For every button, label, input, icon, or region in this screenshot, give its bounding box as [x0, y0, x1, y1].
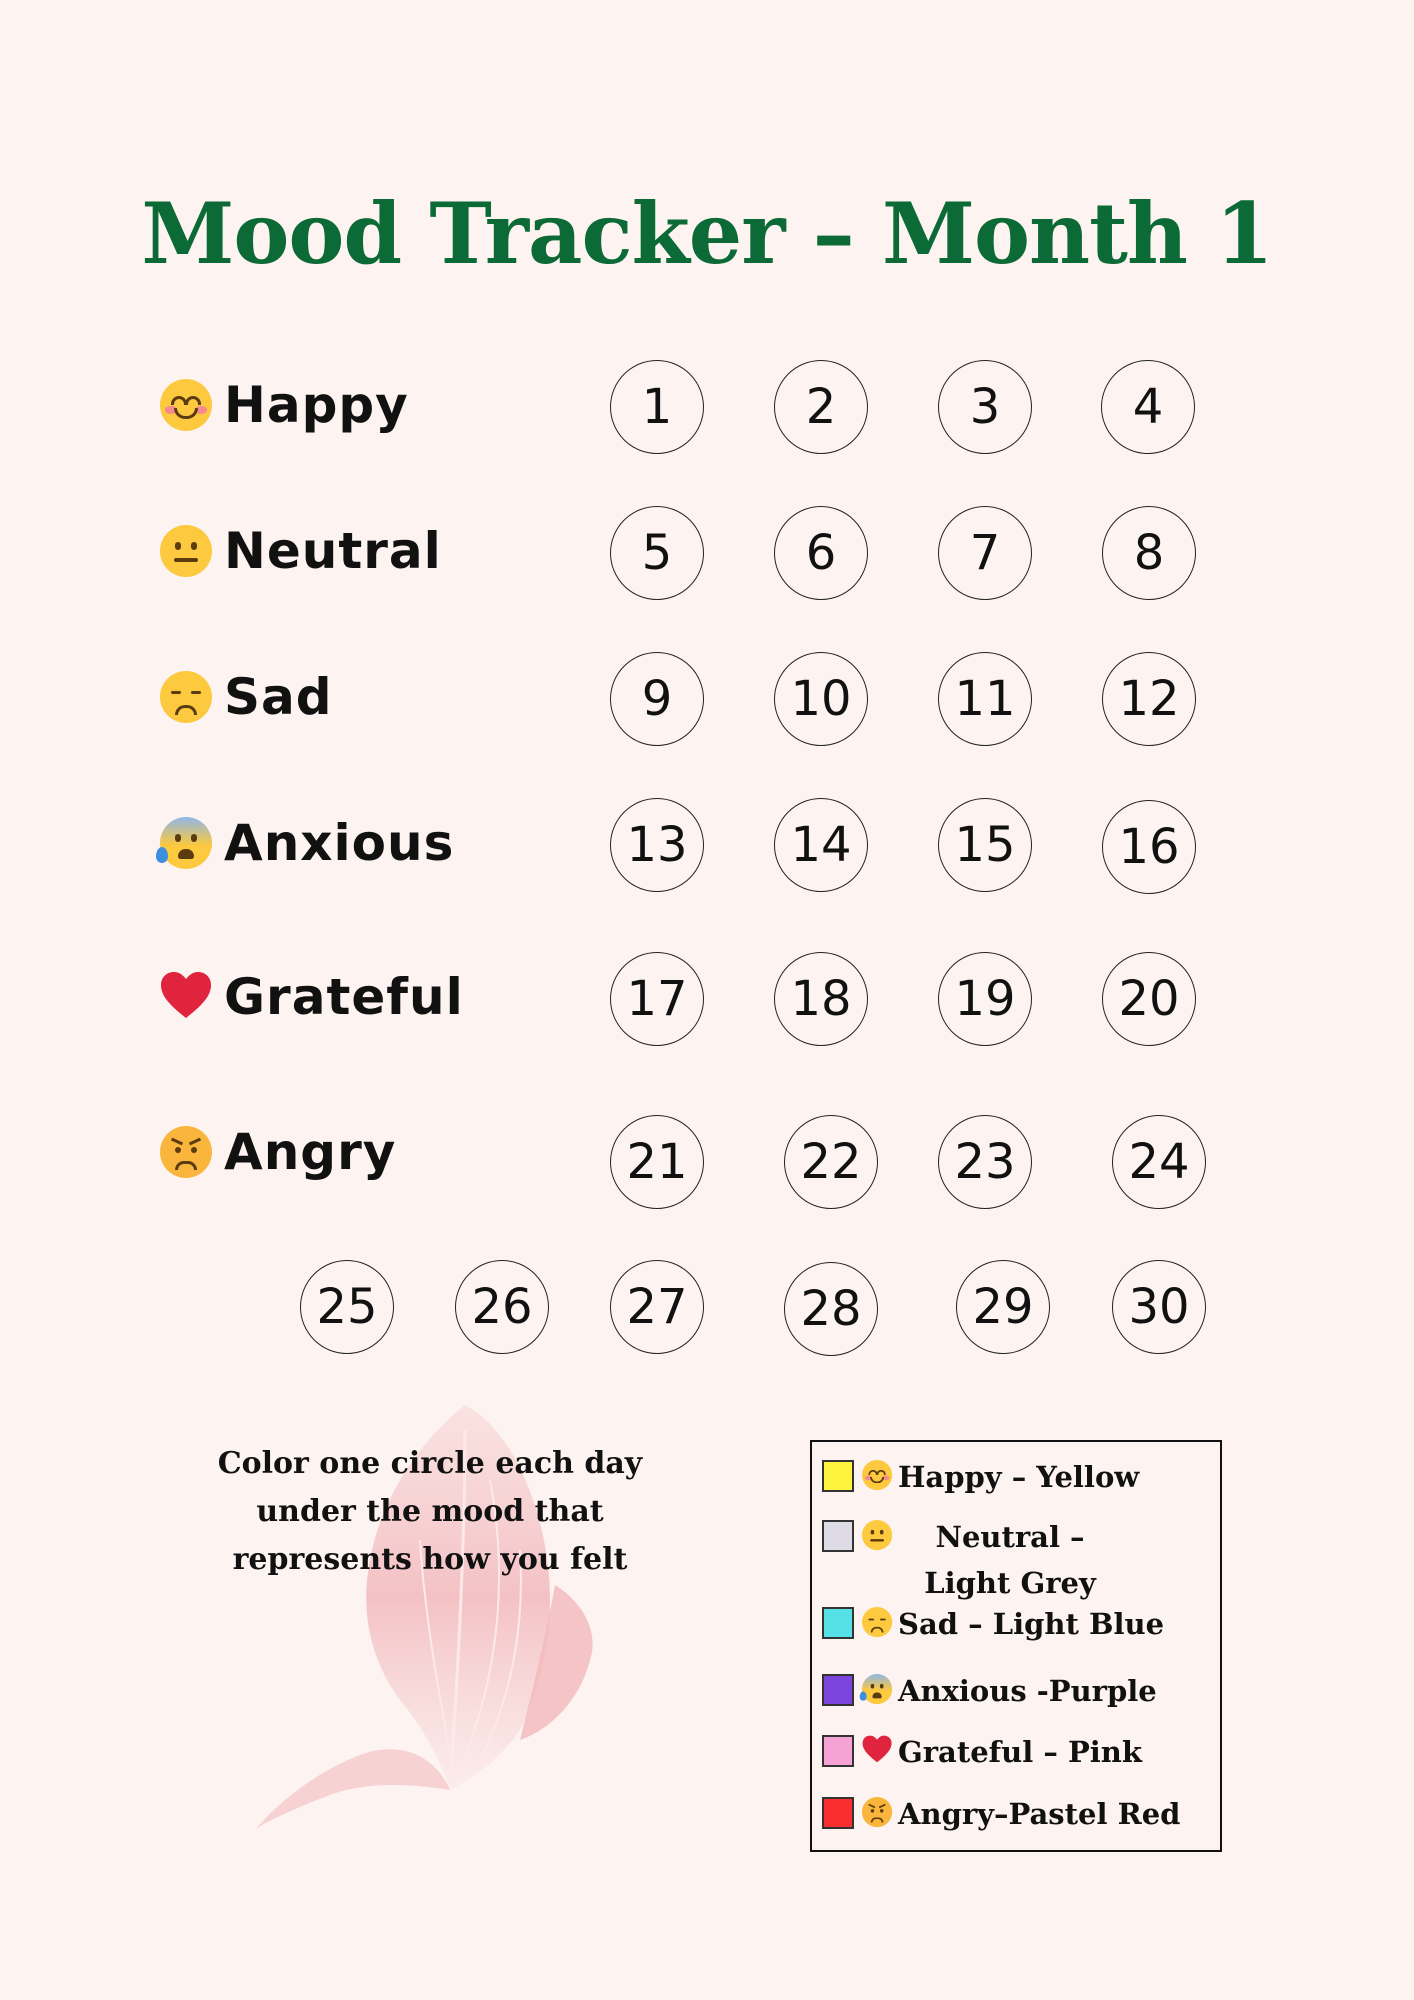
legend-item-sad — [822, 1601, 1212, 1647]
day-circle[interactable]: 15 — [938, 798, 1032, 892]
mood-row-happy — [160, 370, 409, 440]
legend-label: Angry–Pastel Red — [898, 1797, 1181, 1831]
day-circle[interactable]: 26 — [455, 1260, 549, 1354]
mood-label-grateful: Grateful — [224, 968, 464, 1026]
day-circle[interactable]: 30 — [1112, 1260, 1206, 1354]
day-circle[interactable]: 18 — [774, 952, 868, 1046]
day-circle[interactable]: 4 — [1101, 360, 1195, 454]
legend-item-anxious — [822, 1668, 1212, 1714]
day-circle[interactable]: 29 — [956, 1260, 1050, 1354]
color-swatch-pastel-red — [822, 1797, 854, 1829]
day-circle[interactable]: 10 — [774, 652, 868, 746]
day-circle[interactable]: 2 — [774, 360, 868, 454]
mood-row-anxious — [160, 808, 454, 878]
day-circle[interactable]: 22 — [784, 1115, 878, 1209]
mood-row-angry — [160, 1117, 396, 1187]
day-circle[interactable]: 19 — [938, 952, 1032, 1046]
day-circle[interactable]: 1 — [610, 360, 704, 454]
legend-label: Happy – Yellow — [898, 1460, 1140, 1494]
sad-face-icon — [160, 671, 212, 723]
neutral-face-icon — [160, 525, 212, 577]
mood-row-grateful — [160, 962, 464, 1032]
day-circle[interactable]: 13 — [610, 798, 704, 892]
day-circle[interactable]: 9 — [610, 652, 704, 746]
mood-label-anxious: Anxious — [224, 814, 455, 872]
anxious-face-icon — [862, 1674, 892, 1704]
red-heart-icon — [160, 971, 212, 1023]
day-circle[interactable]: 12 — [1102, 652, 1196, 746]
anxious-face-icon — [160, 817, 212, 869]
angry-face-icon — [160, 1126, 212, 1178]
color-swatch-light-blue — [822, 1607, 854, 1639]
day-circle[interactable]: 25 — [300, 1260, 394, 1354]
day-circle[interactable]: 24 — [1112, 1115, 1206, 1209]
color-legend — [810, 1440, 1222, 1852]
day-circle[interactable]: 16 — [1102, 800, 1196, 894]
day-circle[interactable]: 27 — [610, 1260, 704, 1354]
instructions-text: Color one circle each day under the mood that represents how you felt — [217, 1446, 643, 1577]
legend-label: Anxious -Purple — [898, 1674, 1157, 1708]
mood-label-happy: Happy — [224, 376, 409, 434]
sad-face-icon — [862, 1607, 892, 1637]
color-swatch-grey — [822, 1520, 854, 1552]
angry-face-icon — [862, 1797, 892, 1827]
legend-item-angry — [822, 1791, 1212, 1837]
day-circle[interactable]: 21 — [610, 1115, 704, 1209]
day-circle[interactable]: 28 — [784, 1262, 878, 1356]
day-circle[interactable]: 7 — [938, 506, 1032, 600]
day-circle[interactable]: 3 — [938, 360, 1032, 454]
legend-label: Grateful – Pink — [898, 1735, 1142, 1769]
legend-label: Neutral – Light Grey — [924, 1520, 1096, 1600]
smiling-face-icon — [862, 1460, 892, 1490]
mood-label-neutral: Neutral — [224, 522, 442, 580]
mood-label-angry: Angry — [224, 1123, 397, 1181]
mood-label-sad: Sad — [224, 668, 333, 726]
page-title: Mood Tracker – Month 1 — [141, 184, 1273, 283]
day-circle[interactable]: 6 — [774, 506, 868, 600]
day-circle[interactable]: 20 — [1102, 952, 1196, 1046]
day-circle[interactable]: 5 — [610, 506, 704, 600]
smiling-face-icon — [160, 379, 212, 431]
legend-item-grateful — [822, 1729, 1212, 1775]
legend-item-neutral — [822, 1514, 1122, 1606]
mood-row-sad — [160, 662, 333, 732]
legend-item-happy — [822, 1454, 1212, 1500]
day-circle[interactable]: 8 — [1102, 506, 1196, 600]
color-swatch-purple — [822, 1674, 854, 1706]
day-circle[interactable]: 11 — [938, 652, 1032, 746]
mood-row-neutral — [160, 516, 442, 586]
color-swatch-pink — [822, 1735, 854, 1767]
neutral-face-icon — [862, 1520, 892, 1550]
red-heart-icon — [862, 1735, 892, 1765]
day-circle[interactable]: 23 — [938, 1115, 1032, 1209]
day-circle[interactable]: 17 — [610, 952, 704, 1046]
legend-label: Sad – Light Blue — [898, 1607, 1165, 1641]
day-circle[interactable]: 14 — [774, 798, 868, 892]
color-swatch-yellow — [822, 1460, 854, 1492]
